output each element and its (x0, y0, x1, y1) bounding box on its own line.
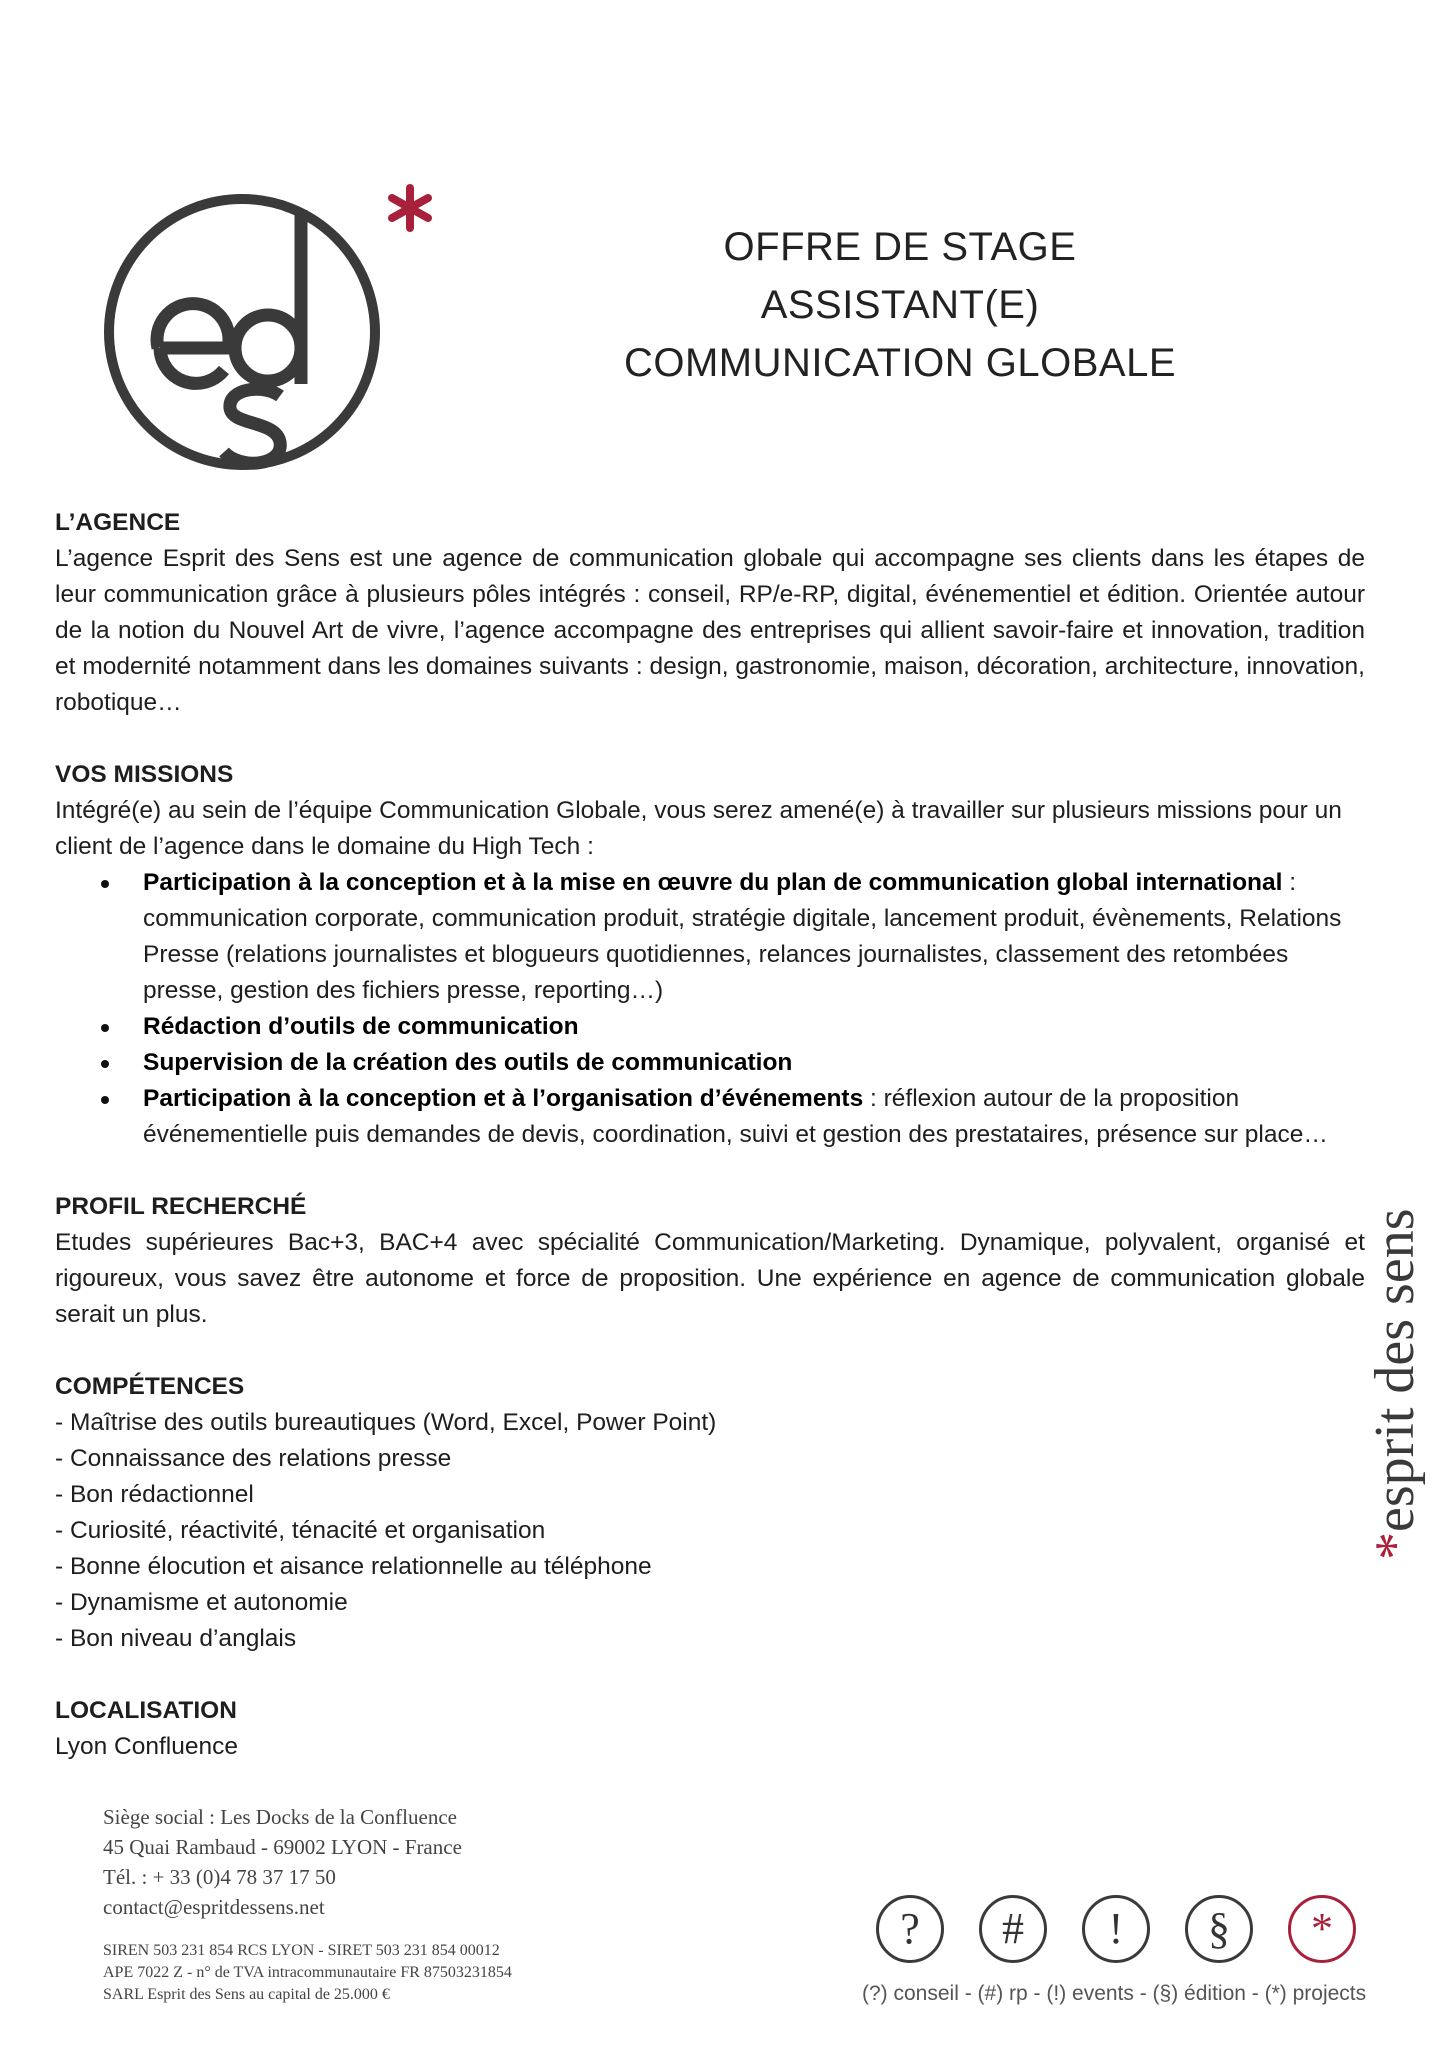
hash-icon: # (979, 1895, 1047, 1963)
competence-item: - Curiosité, réactivité, ténacité et organisation (55, 1517, 546, 1544)
profil-heading: PROFIL RECHERCHÉ (55, 1193, 307, 1220)
competence-item: - Bonne élocution et aisance relationnelle au téléphone (55, 1553, 652, 1580)
eds-logo (100, 170, 440, 500)
phone-line: Tél. : + 33 (0)4 78 37 17 50 (103, 1865, 336, 1889)
side-brand-name: esprit des sens (1364, 1208, 1426, 1532)
competence-item: - Dynamisme et autonomie (55, 1589, 348, 1616)
competence-item: - Maîtrise des outils bureautiques (Word, Excel, Power Point) (55, 1409, 717, 1436)
competence-item: - Connaissance des relations presse (55, 1445, 452, 1472)
question-mark-icon: ? (876, 1895, 944, 1963)
section-localisation (55, 1693, 1365, 1765)
title-line-1: OFFRE DE STAGE (723, 225, 1077, 269)
section-agence (55, 505, 1365, 721)
legal-line: SARL Esprit des Sens au capital de 25.000 € (103, 1986, 390, 2003)
missions-list (55, 865, 1365, 1153)
mission-detail: : communication corporate, communication produit, stratégie digitale, lancement produit, évènements, Relations Presse (relations journalistes et blogueurs quotidiennes, relances journalistes, classement des retombées presse, gestion des fichiers presse, reporting…) (143, 869, 1342, 1004)
mission-item (55, 1081, 1365, 1153)
missions-intro: Intégré(e) au sein de l’équipe Communication Globale, vous serez amené(e) à travailler sur plusieurs missions pour un client de l’agence dans le domaine du High Tech : (55, 797, 1342, 860)
mission-lead: Participation à la conception et à la mise en œuvre du plan de communication global international (143, 869, 1283, 896)
localisation-heading: LOCALISATION (55, 1697, 237, 1724)
mission-item (55, 1009, 1365, 1045)
profil-body: Etudes supérieures Bac+3, BAC+4 avec spécialité Communication/Marketing. Dynamique, polyvalent, organisé et rigoureux, vous savez être autonome et force de proposition. Une expérience en agence de communication globale serait un plus. (55, 1229, 1365, 1328)
agence-heading: L’AGENCE (55, 509, 181, 536)
mission-lead: Supervision de la création des outils de communication (143, 1049, 793, 1076)
mission-item (55, 865, 1365, 1009)
section-competences (55, 1369, 1365, 1657)
eds-logo-mark (100, 170, 440, 500)
asterisk-icon: * (1364, 1532, 1426, 1560)
page-title (580, 218, 1220, 392)
title-line-2: ASSISTANT(E) (760, 283, 1040, 327)
asterisk-circle-icon: * (1288, 1895, 1356, 1963)
missions-heading: VOS MISSIONS (55, 761, 234, 788)
section-profil (55, 1189, 1365, 1333)
side-brand (1315, 1150, 1426, 1560)
side-brand-text (1365, 1208, 1425, 1560)
offer-content (55, 505, 1365, 1801)
pole-icons (870, 1895, 1370, 1975)
footer-legal (103, 1940, 512, 2006)
mission-item (55, 1045, 1365, 1081)
legal-line: APE 7022 Z - n° de TVA intracommunautaire FR 87503231854 (103, 1964, 512, 1981)
mission-detail: : réflexion autour de la proposition événementielle puis demandes de devis, coordination, suivi et gestion des prestataires, présence sur place… (143, 1085, 1328, 1148)
footer-address (103, 1802, 462, 1922)
address-line: 45 Quai Rambaud - 69002 LYON - France (103, 1835, 462, 1859)
exclamation-icon: ! (1082, 1895, 1150, 1963)
title-line-3: COMMUNICATION GLOBALE (623, 341, 1177, 385)
section-sign-icon: § (1185, 1895, 1253, 1963)
mission-lead: Rédaction d’outils de communication (143, 1013, 579, 1040)
localisation-body: Lyon Confluence (55, 1733, 238, 1760)
agence-body: L’agence Esprit des Sens est une agence de communication globale qui accompagne ses clients dans les étapes de leur communication grâce à plusieurs pôles intégrés : conseil, RP/e-RP, digital, événementiel et édition. Orientée autour de la notion du Nouvel Art de vivre, l’agence accompagne des entreprises qui allient savoir-faire et innovation, tradition et modernité notamment dans les domaines suivants : design, gastronomie, maison, décoration, architecture, innovation, robotique… (55, 545, 1365, 716)
email-line: contact@espritdessens.net (103, 1895, 325, 1919)
mission-lead: Participation à la conception et à l’organisation d’événements (143, 1085, 864, 1112)
pole-caption: (?) conseil - (#) rp - (!) events - (§) édition - (*) projects (862, 1982, 1367, 2005)
section-missions (55, 757, 1365, 1153)
competence-item: - Bon rédactionnel (55, 1481, 254, 1508)
legal-line: SIREN 503 231 854 RCS LYON - SIRET 503 231 854 00012 (103, 1942, 500, 1959)
competences-heading: COMPÉTENCES (55, 1373, 245, 1400)
competence-item: - Bon niveau d’anglais (55, 1625, 297, 1652)
address-line: Siège social : Les Docks de la Confluence (103, 1805, 457, 1829)
